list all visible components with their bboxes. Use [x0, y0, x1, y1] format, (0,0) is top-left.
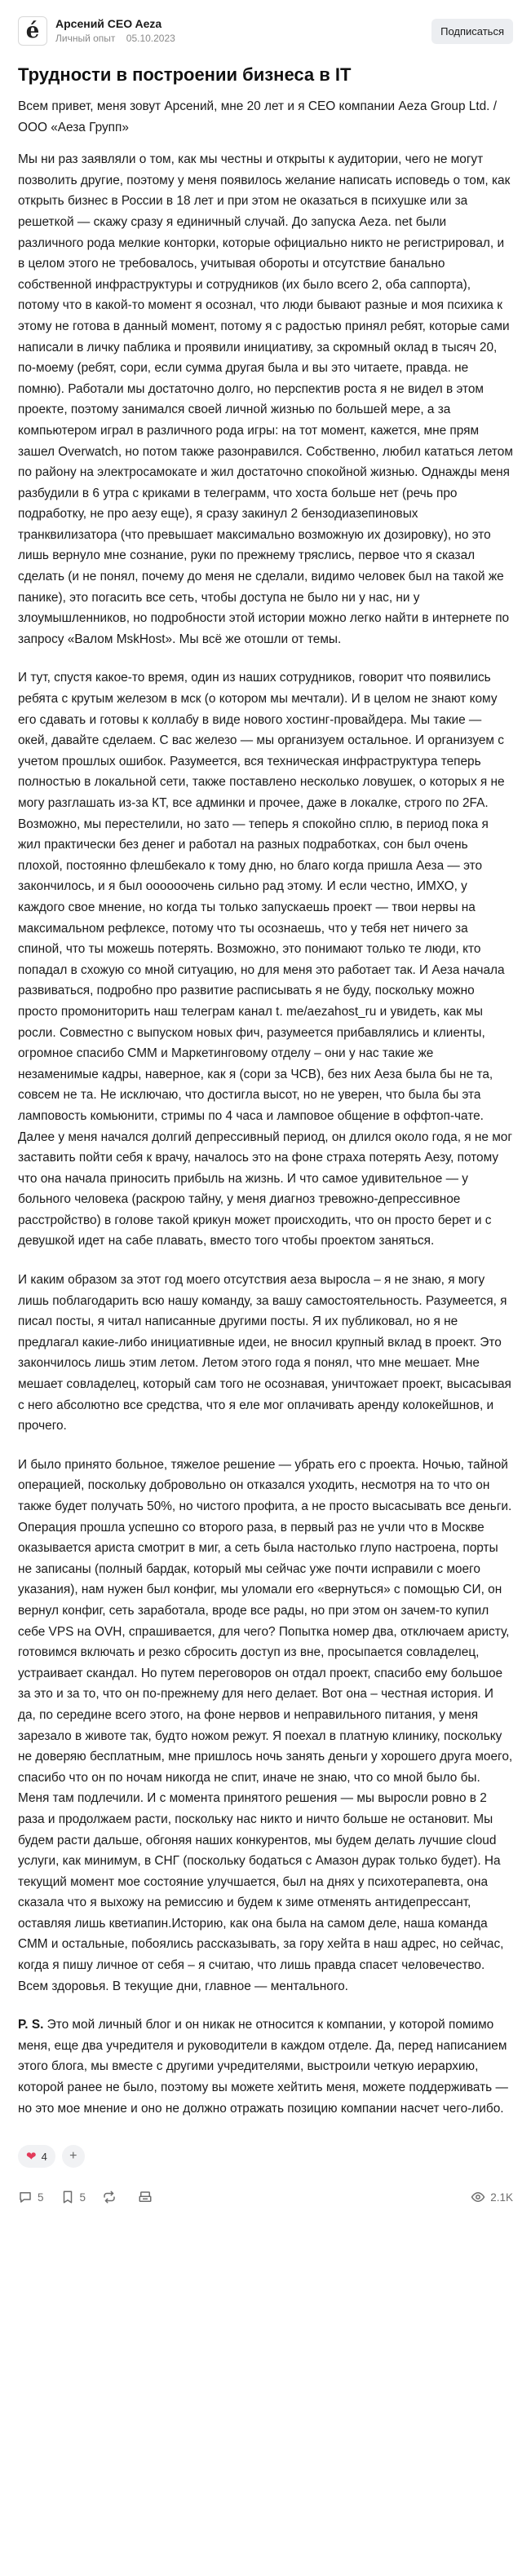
post-footer	[18, 2179, 513, 2215]
article-body	[18, 149, 513, 2119]
article-paragraph: Мы ни раз заявляли о том, как мы честны и открыты к аудитории, чего не могут позволить другие, поэтому у меня появилось желание написать исповедь о том, как открыть бизнес в России в 18 лет и при этом не оказаться в психушке или за решеткой — скажу сразу я единичный случай. До запуска Aeza. net были различного рода мелкие конторки, которые официально никто не регистрировал, и в целом этого не требовалось, учитывая обороты и отсутствие банально собственной инфраструктуры и сотрудников (их было всего 2, оба саппорта), потому что в какой-то момент я осознал, что люди бывают разные и моя психика к этому не готова в данный момент, потому я с радостью принял ребят, которые сами написали в личку паблика и проявили инициативу, за скромный оклад в тысяч 20, по-моему (ребят, сори, если сумма другая была и вы это читаете, правда. не помню). Работали мы достаточно долго, но перспектив роста я не видел в этом проекте, поэтому занимался своей личной жизнью по большей мере, а за компьютером играл в различного рода игры: на тот момент, кажется, мне прям зашел Overwatch, но потом также разонравился. Собственно, любил кататься летом по району на электросамокате и жил достаточно спокойной жизнью. Однажды меня разбудили в 6 утра с криками в телеграмм, что хоста больше нет (речь про подработку, не про аезу еще), я сразу закинул 2 бензодиазепиновых транквилизатора (что превышает максимально возможную их дозировку), но это лишь вернуло мне сознание, руки по прежнему тряслись, первое что я сказал сделать (и не понял, почему до меня не сделали, видимо человек был на такой же панике), это погасить все сеть, чтобы доступа не было ни у нас, ни у злоумышленников, но подробности этой истории можно легко найти в интернете по запросу «Валом MskHost». Мы всё же отошли от темы.	[18, 152, 513, 646]
eye-icon	[471, 2190, 485, 2204]
comment-icon	[18, 2190, 33, 2204]
author-block	[55, 17, 175, 45]
views-count: 2.1K	[490, 2191, 513, 2204]
bookmark-button[interactable]	[60, 2190, 86, 2204]
comments-count: 5	[38, 2191, 44, 2204]
article-paragraph: И каким образом за этот год моего отсутствия аеза выросла – я не знаю, я могу лишь поблагодарить всю нашу команду, за вашу самостоятельность. Разумеется, я писал посты, я читал написанные другими посты. Я их публиковал, но я не предлагал какие-либо инициативные идеи, не вносил крупный вклад в проект. Это закончилось лишь этим летом. Летом этого года я понял, что мне мешает. Мне мешает совладелец, который сам того не осознавая, уничтожает проект, высасывая с него абсолютно все средства, что я еле мог оплачивать аренду колокейшнов, и прочего.	[18, 1273, 511, 1433]
avatar[interactable]: é	[18, 16, 47, 46]
repost-button[interactable]	[102, 2190, 122, 2204]
article-paragraph: И было принято больное, тяжелое решение — убрать его с проекта. Ночью, тайной операцией, поскольку добровольно он отказался уходить, несмотря на то что он также будет получать 50%, но чистого профита, а не просто высасывать все деньги. Операция прошла успешно со второго раза, в первый раз не учли что в Москве оказывается ариста смотрит в миг, а сеть была настолько глупо настроена, порты не записаны (полный бардак, который мы сейчас уже почти исправили с моего указания), нам нужен был конфиг, мы уломали его «вернуться» с помощью СИ, он вернул конфиг, сеть заработала, вроде все рады, но при этом он зачем-то купил себе VPS на OVH, спрашивается, для чего? Попытка номер два, отключаем аристу, готовимся включать и резко сбросить доступ из вне, просыпается совладелец, устраивает скандал. Но путем переговоров он отдал проект, спасибо ему большое за это и за то, что он по-прежнему для него делает. Вот она – честная история. И да, по середине всего этого, на фоне нервов и неправильного питания, у меня зарезало в животе так, будто ножом режут. Я поехал в платную клинику, поскольку не доверяю бесплатным, мне пришлось ночь занять деньги у хорошего друга моего, спасибо что он по ночам никогда не спит, иначе не знаю, что со мной было бы. Меня там подлечили. И с момента принятого решения — мы выросли ровно в 2 раза и продолжаем расти, поскольку нас никто и ничто больше не остановит. Мы будем расти дальше, обгоняя наших конкурентов, мы будем делать лучшие cloud услуги, как минимум, в СНГ (поскольку бодаться с Амазон дурак только будет). На текущий момент мое состояние улучшается, был на днях у психотерапевта, она сказала что я выхожу на ремиссию и будем к зиме отменять антидепрессант, оставляя лишь кветиапин.Историю, как она была на самом деле, наша команда СММ и остальные, побоялись рассказывать, за гору хейта в наш адрес, но сейчас, когда я пишу личное от себя – я считаю, что лишь правда спасет человечество. Всем здоровья. В текущие дни, главное — ментального.	[18, 1457, 513, 1993]
article-ps	[18, 2015, 513, 2119]
heart-reaction[interactable]	[18, 2145, 55, 2168]
subsite-label[interactable]: Личный опыт	[55, 33, 116, 44]
author-name[interactable]: Арсений CEO Aeza	[55, 17, 162, 30]
heart-count: 4	[41, 2150, 47, 2163]
heart-icon: ❤	[26, 2149, 37, 2164]
post-date: 05.10.2023	[126, 33, 175, 44]
views-counter	[471, 2190, 513, 2204]
article-title: Трудности в построении бизнеса в IT	[18, 64, 352, 85]
article-paragraph: И тут, спустя какое-то время, один из наших сотрудников, говорит что появились ребята с крутым железом в мск (о котором мы мечтали). И в целом не знают кому его сдавать и готовы к коллабу в виде нового хостинг-провайдера. Мы такие — окей, давайте сделаем. С вас железо — мы организуем остальное. И организуем с учетом прошлых ошибок. Разумеется, вся техническая инфраструктура теперь полностью в локальной сети, также поставлено несколько ловушек, о которых я не могу разглашать из-за КТ, все админки и прочее, даже в локалке, строго по 2FA. Возможно, мы перестелили, но зато — теперь я спокойно сплю, в период пока я жил практически без денег и работал на разных подработках, сон был очень плохой, постоянно флешбекало к тому дню, но благо когда пришла Аеза — это закончилось, и я был оооооочень сильно рад этому. И если честно, ИМХО, у каждого свое мнение, но когда ты только запускаешь проект — твои нервы на максимальном рефлексе, потому что ты осознаешь, что у тебя нет ничего за спиной, что ты можешь потерять. Возможно, это понимают только те люди, кто попадал в схожую со мной ситуацию, но для меня это работает так. И Аеза начала развиваться, подробно про развитие расписывать я не буду, поскольку можно просто промониторить наш телеграм канал t. me/aezahost_ru и увидеть, как мы росли. Совместно с выпуском новых фич, разумеется прибавлялись и клиенты, огромное спасибо СММ и Маркетинговому отделу – они у нас такие же незаменимые кадры, наверное, как я (сори за ЧСВ), без них Аеза была бы не та, совсем не та. Не исключаю, что достигла высот, но не уверен, что была бы эта ламповость комьюнити, стримы по 4 часа и ламповое общение в оффтоп-чате. Далее у меня начался долгий депрессивный период, он длился около года, я не мог заставить пойти себя к врачу, началось это на фоне страха потерять Аезу, потому что она начала приносить прибыль на жизнь. И что самое удивительное — у больного человека (раскрою тайну, у меня диагноз тревожно-депрессивное расстройство) в голове такой крикун может происходить, что он просто берет и с девушкой идет на сабе плавать, вместо того чтобы проектом заняться.	[18, 671, 512, 1248]
saves-count: 5	[79, 2191, 86, 2204]
author-meta	[55, 32, 175, 45]
subscribe-button[interactable]: Подписаться	[431, 19, 513, 44]
meta-separator	[119, 33, 122, 44]
article-lead: Всем привет, меня зовут Арсений, мне 20 лет и я CEO компании Aeza Group Ltd. / ООО «Аеза Групп»	[18, 99, 498, 134]
comments-button[interactable]	[18, 2190, 44, 2204]
repost-icon	[102, 2190, 117, 2204]
post-header	[18, 0, 513, 55]
reactions-bar	[18, 2133, 513, 2179]
ps-label: P. S.	[18, 2018, 44, 2032]
share-button[interactable]	[138, 2190, 157, 2204]
ps-text: Это мой личный блог и он никак не относится к компании, у которой помимо меня, еще два учредителя и руководители в каждом отделе. Да, перед написанием этого блога, мы вместе с другими учредителями, выстроили четкую иерархию, которой ранее не было, поэтому вы можете хейтить меня, можете поддерживать — но это мое мнение и оно не должно отражать позицию компании насчет чего-либо.	[18, 2018, 508, 2116]
bookmark-icon	[60, 2190, 75, 2204]
add-reaction-button[interactable]: +	[62, 2145, 85, 2168]
share-icon	[138, 2190, 153, 2204]
